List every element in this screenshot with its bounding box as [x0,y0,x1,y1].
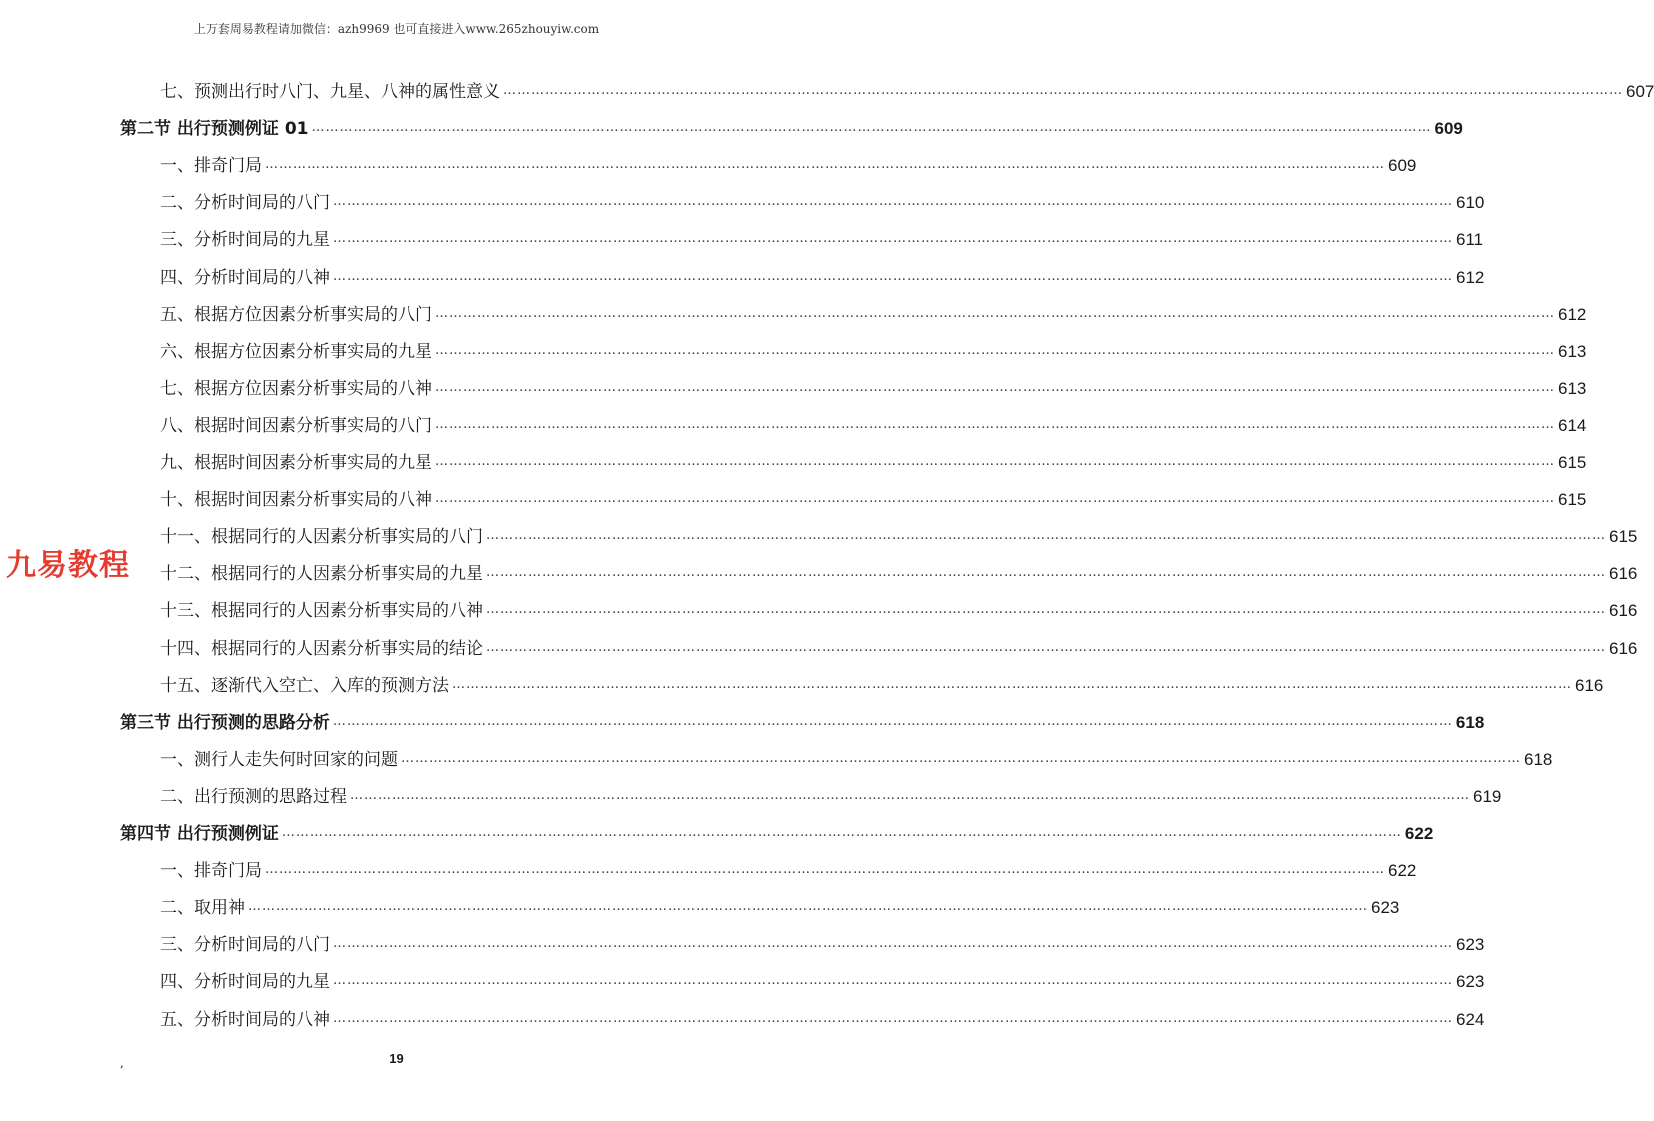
toc-item[interactable] [0,183,1485,214]
toc-page-number: 609 [1434,119,1463,139]
toc-leader-dots: …………………………………………………………………………………………………………………………………………………………………………………………………………………… [435,305,1555,321]
toc-entry-title: 五、根据方位因素分析事实局的八门 [160,304,432,325]
toc-entry-title: 三、分析时间局的九星 [160,230,330,251]
toc-leader-dots: …………………………………………………………………………………………………………………………………………………………………………………………………………………… [333,268,1453,284]
toc-entry-title: 一、测行人走失何时回家的问题 [160,749,398,770]
toc-entry-title: 四、分析时间局的九星 [160,972,330,993]
toc-item[interactable] [0,888,1400,919]
toc-leader-dots: …………………………………………………………………………………………………………………………………………………………………………………………………………………… [503,83,1623,98]
toc-leader-dots: …………………………………………………………………………………………………………………………………………………………………………………………………………………… [435,491,1555,507]
page-header: 上万套周易教程请加微信：azh9969 也可直接进入www.265zhouyiw.com [193,22,600,36]
toc-item[interactable] [0,629,1638,659]
toc-leader-dots: …………………………………………………………………………………………………………………………………………………………………………………………………………………… [333,936,1453,952]
toc-leader-dots: …………………………………………………………………………………………………………………………………………………………………………………………………………………… [435,379,1555,395]
toc-leader-dots: …………………………………………………………………………………………………………………………………………………………………………………………………………………… [333,231,1453,247]
toc-entry-title: 八、根据时间因素分析事实局的八门 [160,415,432,436]
toc-leader-dots: …………………………………………………………………………………………………………………………………………………………………………………………………………………… [333,973,1453,989]
toc-page-number: 607 [1626,82,1654,101]
toc-item[interactable] [0,962,1485,993]
toc-item[interactable] [0,369,1587,399]
toc-page-number: 616 [1609,638,1638,658]
toc-entry-title: 第二节 出行预测例证 01 [120,119,309,140]
toc-page-number: 615 [1609,527,1638,547]
toc-page-number: 624 [1456,1009,1485,1029]
toc-leader-dots: …………………………………………………………………………………………………………………………………………………………………………………………………………………… [332,713,1453,729]
toc-entry-title: 第三节 出行预测的思路分析 [120,712,330,733]
toc-entry-title: 一、排奇门局 [160,156,262,177]
toc-entry-title: 十五、逐渐代入空亡、入库的预测方法 [160,675,449,696]
toc-item[interactable] [0,851,1417,882]
toc-item[interactable] [0,777,1502,807]
toc-leader-dots: …………………………………………………………………………………………………………………………………………………………………………………………………………………… [333,194,1453,210]
toc-page-number: 613 [1558,341,1587,361]
toc-leader-dots: …………………………………………………………………………………………………………………………………………………………………………………………………………………… [311,120,1432,136]
toc-page-number: 622 [1404,824,1434,843]
toc-item[interactable] [0,332,1587,362]
toc-section[interactable] [0,109,1463,140]
toc-entry-title: 五、分析时间局的八神 [160,1009,330,1030]
toc-section[interactable] [0,814,1434,844]
toc-entry-title: 七、预测出行时八门、九星、八神的属性意义 [160,82,500,102]
toc-section[interactable] [0,703,1485,733]
toc-entry-title: 第四节 出行预测例证 [120,824,279,844]
toc-page-number: 611 [1456,230,1484,250]
toc-entry-title: 三、分析时间局的八门 [160,935,330,956]
toc-page-number: 612 [1558,304,1587,324]
toc-item[interactable] [0,740,1553,770]
toc-leader-dots: …………………………………………………………………………………………………………………………………………………………………………………………………………………… [486,565,1606,581]
toc-page-number: 614 [1558,415,1587,435]
toc-entry-title: 四、分析时间局的八神 [160,267,330,288]
toc-entry-title: 十、根据时间因素分析事实局的八神 [160,490,432,511]
toc-page-number: 616 [1609,564,1638,584]
toc-page-number: 618 [1455,712,1485,732]
toc-leader-dots: …………………………………………………………………………………………………………………………………………………………………………………………………………………… [265,862,1385,878]
toc-entry-title: 七、根据方位因素分析事实局的八神 [160,378,432,399]
toc-page-number: 610 [1456,193,1485,213]
toc-item[interactable] [0,146,1417,177]
toc-entry-title: 二、取用神 [160,898,245,919]
toc-page-number: 613 [1558,378,1587,398]
toc-page-number: 623 [1456,935,1485,955]
toc-page-number: 615 [1558,490,1587,510]
toc-page-number: 619 [1473,786,1502,806]
toc-entry-title: 六、根据方位因素分析事实局的九星 [160,341,432,362]
toc-page-number: 612 [1456,267,1485,287]
toc-page-number: 623 [1371,898,1400,918]
toc-entry-title: 九、根据时间因素分析事实局的九星 [160,453,432,473]
toc-entry-title: 一、排奇门局 [160,861,262,882]
toc-item[interactable] [0,258,1485,288]
toc-entry-title: 十四、根据同行的人因素分析事实局的结论 [160,638,483,659]
toc-leader-dots: …………………………………………………………………………………………………………………………………………………………………………………………………………………… [265,157,1385,173]
toc-item[interactable] [0,591,1638,622]
toc-leader-dots: …………………………………………………………………………………………………………………………………………………………………………………………………………………… [435,342,1555,358]
toc-page-number: 618 [1524,749,1553,769]
toc-page-number: 616 [1609,601,1638,621]
toc-page-number: 609 [1388,156,1417,176]
toc-entry-title: 二、分析时间局的八门 [160,193,330,214]
toc-item[interactable] [0,925,1485,956]
toc-page-number: 615 [1558,453,1587,472]
toc-page-number: 622 [1388,861,1417,881]
toc-leader-dots: …………………………………………………………………………………………………………………………………………………………………………………………………………………… [486,528,1606,544]
toc-item[interactable] [0,666,1604,696]
toc-leader-dots: …………………………………………………………………………………………………………………………………………………………………………………………………………………… [333,1010,1453,1026]
watermark-logo: 九易教程 [6,548,130,583]
toc-leader-dots: …………………………………………………………………………………………………………………………………………………………………………………………………………………… [486,602,1606,618]
toc-leader-dots: …………………………………………………………………………………………………………………………………………………………………………………………………………………… [350,787,1470,803]
toc-item[interactable] [0,480,1587,511]
toc-page-number: 616 [1575,675,1604,695]
toc-page-number: 623 [1456,972,1485,992]
toc-item[interactable] [0,295,1587,325]
toc-entry-title: 十一、根据同行的人因素分析事实局的八门 [160,527,483,548]
toc-item[interactable] [0,1000,1485,1030]
toc-item[interactable] [0,406,1587,436]
toc-item[interactable] [0,220,1484,251]
toc-entry-title: 十二、根据同行的人因素分析事实局的九星 [160,564,483,585]
toc-leader-dots: …………………………………………………………………………………………………………………………………………………………………………………………………………………… [435,416,1555,432]
toc-leader-dots: …………………………………………………………………………………………………………………………………………………………………………………………………………………… [248,899,1368,915]
toc-leader-dots: …………………………………………………………………………………………………………………………………………………………………………………………………………………… [401,750,1521,766]
toc-item[interactable] [0,443,1587,473]
toc-entry-title: 二、出行预测的思路过程 [160,786,347,807]
toc-leader-dots: …………………………………………………………………………………………………………………………………………………………………………………………………………………… [452,676,1572,692]
page-number: 19 [389,1051,404,1066]
footer-mark: , [120,1056,124,1070]
toc-leader-dots: …………………………………………………………………………………………………………………………………………………………………………………………………………………… [486,639,1606,655]
toc-entry-title: 十三、根据同行的人因素分析事实局的八神 [160,601,483,622]
toc-leader-dots: …………………………………………………………………………………………………………………………………………………………………………………………………………………… [435,454,1555,469]
toc-leader-dots: …………………………………………………………………………………………………………………………………………………………………………………………………………………… [281,825,1402,840]
toc-item[interactable] [0,72,1654,102]
